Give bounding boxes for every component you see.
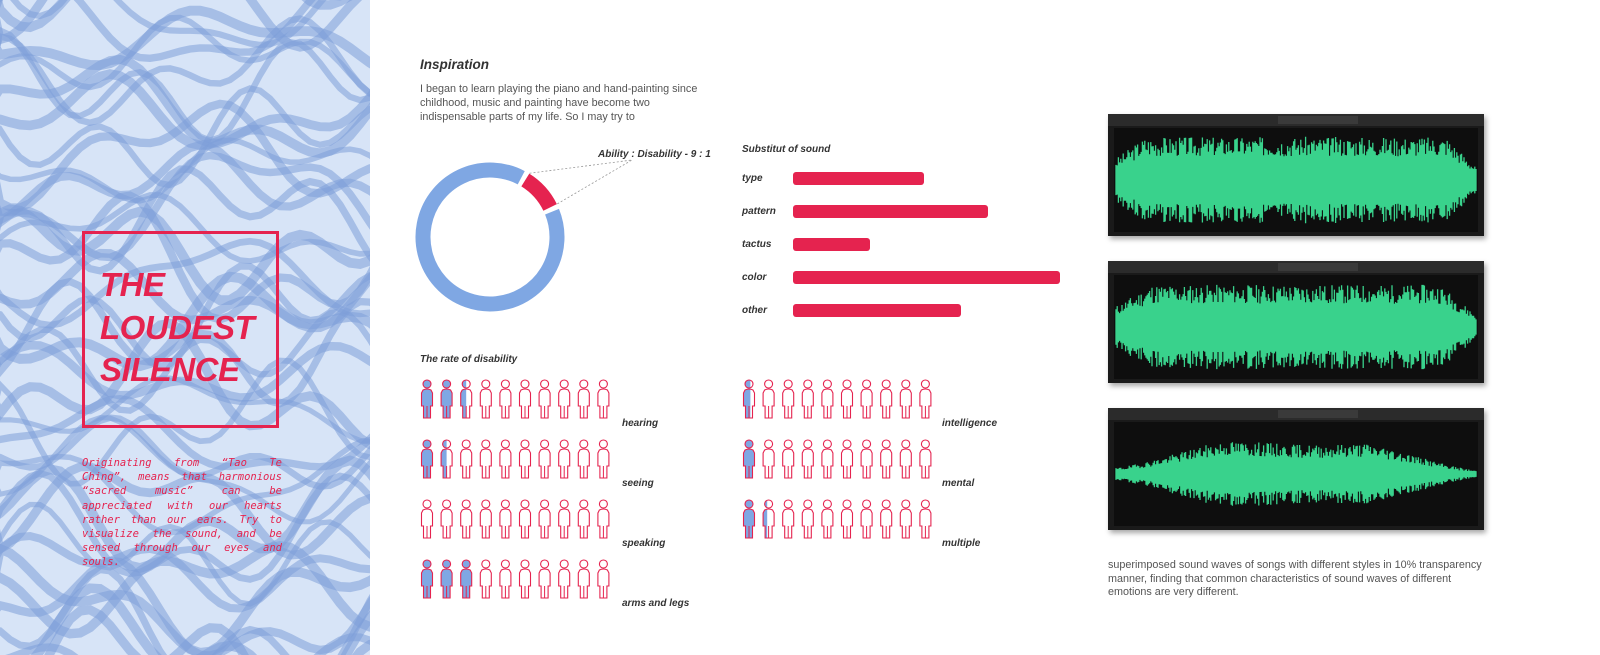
- title-line-1: THE: [100, 266, 165, 303]
- bar-label: other: [742, 305, 767, 316]
- bar-pattern: [793, 205, 988, 218]
- person-icon: [578, 560, 589, 598]
- waveform-signal: [1116, 137, 1476, 223]
- project-description: Originating from “Tao Te Ching”, means that harmonious “sacred music” can be appreciated with our hearts rather than our ears. Try to visualize the sound, and be sensed through our eyes and souls.: [82, 457, 282, 569]
- bar-label: tactus: [742, 239, 772, 250]
- person-icon: [881, 440, 892, 478]
- person-icon: [539, 380, 550, 418]
- person-icon: [539, 440, 550, 478]
- substitute-heading: Substitut of sound: [742, 144, 831, 155]
- person-icon: [842, 440, 853, 478]
- person-icon: [559, 500, 570, 538]
- donut-callout-line: [557, 160, 632, 204]
- person-icon: [480, 380, 491, 418]
- person-icon: [578, 380, 589, 418]
- person-icon: [744, 500, 755, 538]
- person-icon: [500, 380, 511, 418]
- person-icon: [920, 380, 931, 418]
- inspiration-heading: Inspiration: [420, 57, 490, 72]
- donut-callout-line: [530, 160, 632, 173]
- disability-label: seeing: [622, 478, 654, 489]
- person-icon: [598, 500, 609, 538]
- person-icon: [480, 500, 491, 538]
- person-icon: [861, 380, 872, 418]
- person-icon: [441, 380, 452, 418]
- person-icon: [861, 440, 872, 478]
- person-icon: [422, 500, 433, 538]
- person-icon: [900, 500, 911, 538]
- person-icon: [744, 380, 755, 418]
- person-icon: [441, 440, 452, 478]
- person-icon: [881, 380, 892, 418]
- waveform-panel-3: [1108, 408, 1484, 530]
- title-line-3: SILENCE: [100, 351, 240, 388]
- bar-label: color: [742, 272, 767, 283]
- person-icon: [881, 500, 892, 538]
- person-icon: [500, 560, 511, 598]
- person-icon: [559, 380, 570, 418]
- disability-label: hearing: [622, 418, 659, 429]
- person-icon: [539, 560, 550, 598]
- donut-disability-slice: [525, 180, 550, 207]
- people-row-right-1: [742, 437, 942, 481]
- waveform-toolbar-controls: [1278, 116, 1358, 124]
- people-row-left-2: [420, 497, 620, 541]
- person-icon: [441, 500, 452, 538]
- person-icon: [520, 440, 531, 478]
- person-icon: [461, 440, 472, 478]
- disability-label: arms and legs: [622, 598, 690, 609]
- bar-label: pattern: [742, 206, 776, 217]
- title-line-2: LOUDEST: [100, 309, 255, 346]
- bar-label: type: [742, 173, 763, 184]
- person-icon: [422, 560, 433, 598]
- person-icon: [842, 500, 853, 538]
- people-row-left-1: [420, 437, 620, 481]
- person-icon: [520, 500, 531, 538]
- person-icon: [598, 560, 609, 598]
- person-icon: [539, 500, 550, 538]
- person-icon: [802, 500, 813, 538]
- person-icon: [744, 440, 755, 478]
- person-icon: [520, 380, 531, 418]
- person-icon: [822, 380, 833, 418]
- person-icon: [461, 380, 472, 418]
- person-icon: [480, 440, 491, 478]
- person-icon: [461, 500, 472, 538]
- person-icon: [578, 440, 589, 478]
- person-icon: [520, 560, 531, 598]
- waveform-caption: superimposed sound waves of songs with different styles in 10% transparency manner, finding that common characteristics of sound waves of different emotions are very different.: [1108, 559, 1482, 598]
- bar-color: [793, 271, 1060, 284]
- disability-label: speaking: [622, 538, 666, 549]
- person-icon: [920, 440, 931, 478]
- person-icon: [783, 440, 794, 478]
- people-row-left-3: [420, 557, 620, 601]
- person-icon: [783, 500, 794, 538]
- inspiration-text: I began to learn playing the piano and hand-painting since childhood, music and painting have become two indispensable parts of my life. So I may try to: [420, 83, 698, 123]
- donut-ratio-label: Ability : Disability - 9 : 1: [598, 149, 711, 160]
- person-icon: [500, 500, 511, 538]
- person-icon: [763, 380, 774, 418]
- bar-other: [793, 304, 961, 317]
- waveform-toolbar-controls: [1278, 263, 1358, 271]
- person-icon: [920, 500, 931, 538]
- people-row-right-2: [742, 497, 942, 541]
- waveform-panel-2: [1108, 261, 1484, 383]
- person-icon: [822, 500, 833, 538]
- person-icon: [763, 500, 774, 538]
- waveform-toolbar-controls: [1278, 410, 1358, 418]
- person-icon: [422, 380, 433, 418]
- person-icon: [900, 440, 911, 478]
- person-icon: [598, 440, 609, 478]
- ability-donut-chart: [400, 140, 640, 330]
- person-icon: [802, 380, 813, 418]
- waveform-panel-1: [1108, 114, 1484, 236]
- person-icon: [441, 560, 452, 598]
- person-icon: [822, 440, 833, 478]
- person-icon: [578, 500, 589, 538]
- person-icon: [861, 500, 872, 538]
- project-title-box: [82, 231, 279, 428]
- person-icon: [559, 560, 570, 598]
- person-icon: [763, 440, 774, 478]
- bar-tactus: [793, 238, 870, 251]
- person-icon: [598, 380, 609, 418]
- person-icon: [480, 560, 491, 598]
- person-icon: [559, 440, 570, 478]
- disability-heading: The rate of disability: [420, 354, 518, 365]
- disability-label: multiple: [942, 538, 981, 549]
- disability-label: intelligence: [942, 418, 998, 429]
- bar-type: [793, 172, 924, 185]
- side-panel: [0, 0, 370, 655]
- person-icon: [461, 560, 472, 598]
- people-row-right-0: [742, 377, 942, 421]
- people-row-left-0: [420, 377, 620, 421]
- disability-label: mental: [942, 478, 975, 489]
- person-icon: [842, 380, 853, 418]
- person-icon: [422, 440, 433, 478]
- person-icon: [783, 380, 794, 418]
- person-icon: [500, 440, 511, 478]
- waveform-signal: [1116, 285, 1476, 369]
- person-icon: [802, 440, 813, 478]
- person-icon: [900, 380, 911, 418]
